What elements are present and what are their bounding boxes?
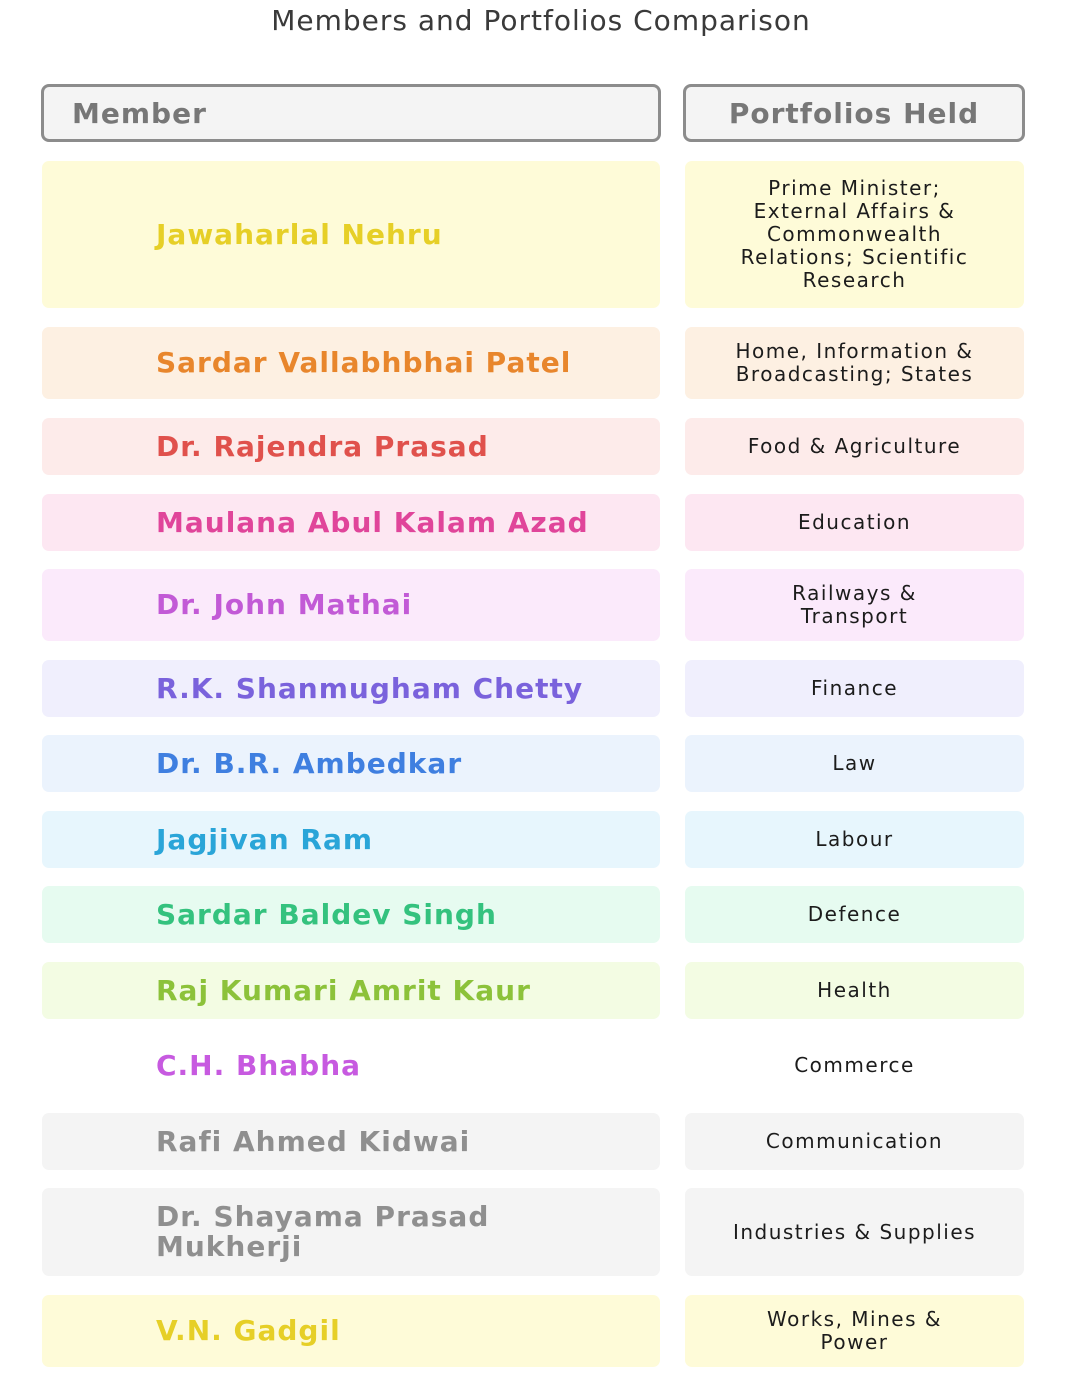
portfolio-cell: Health (685, 962, 1024, 1019)
member-name-cell: Dr. John Mathai (42, 569, 660, 641)
member-name-cell: Dr. Rajendra Prasad (42, 418, 660, 475)
table-row (0, 494, 1072, 551)
page-title: Members and Portfolios Comparison (271, 4, 811, 37)
portfolio-cell: Defence (685, 886, 1024, 943)
member-name-cell: Dr. B.R. Ambedkar (42, 735, 660, 792)
table-row (0, 161, 1072, 308)
member-name-cell: Sardar Vallabhbhai Patel (42, 327, 660, 399)
portfolio-cell: Industries & Supplies (685, 1188, 1024, 1276)
member-name-cell: Maulana Abul Kalam Azad (42, 494, 660, 551)
table-row (0, 811, 1072, 868)
portfolio-cell: Home, Information & Broadcasting; States (685, 327, 1024, 399)
member-name-cell: V.N. Gadgil (42, 1295, 660, 1367)
portfolio-cell: Labour (685, 811, 1024, 868)
table-row (0, 569, 1072, 641)
table-row (0, 418, 1072, 475)
member-name-cell: Jagjivan Ram (42, 811, 660, 868)
table-row (0, 1188, 1072, 1276)
table-row (0, 1113, 1072, 1170)
portfolios-column-header: Portfolios Held (683, 84, 1025, 142)
member-name-cell: C.H. Bhabha (42, 1037, 660, 1094)
table-row (0, 327, 1072, 399)
member-name-cell: Sardar Baldev Singh (42, 886, 660, 943)
member-name-cell: Dr. Shayama Prasad Mukherji (42, 1188, 660, 1276)
table-row (0, 660, 1072, 717)
portfolio-cell: Finance (685, 660, 1024, 717)
portfolio-cell: Commerce (685, 1037, 1024, 1094)
member-name-cell: Raj Kumari Amrit Kaur (42, 962, 660, 1019)
table-row (0, 886, 1072, 943)
portfolio-cell: Food & Agriculture (685, 418, 1024, 475)
table-row (0, 962, 1072, 1019)
table-row (0, 1295, 1072, 1367)
member-name-cell: R.K. Shanmugham Chetty (42, 660, 660, 717)
table-row (0, 735, 1072, 792)
portfolio-cell: Communication (685, 1113, 1024, 1170)
portfolio-cell: Education (685, 494, 1024, 551)
portfolio-cell: Prime Minister; External Affairs & Commonwealth Relations; Scientific Research (685, 161, 1024, 308)
member-column-header: Member (41, 84, 661, 142)
portfolio-cell: Law (685, 735, 1024, 792)
table-row (0, 1037, 1072, 1094)
member-name-cell: Rafi Ahmed Kidwai (42, 1113, 660, 1170)
member-name-cell: Jawaharlal Nehru (42, 161, 660, 308)
portfolio-cell: Railways & Transport (685, 569, 1024, 641)
portfolio-cell: Works, Mines & Power (685, 1295, 1024, 1367)
